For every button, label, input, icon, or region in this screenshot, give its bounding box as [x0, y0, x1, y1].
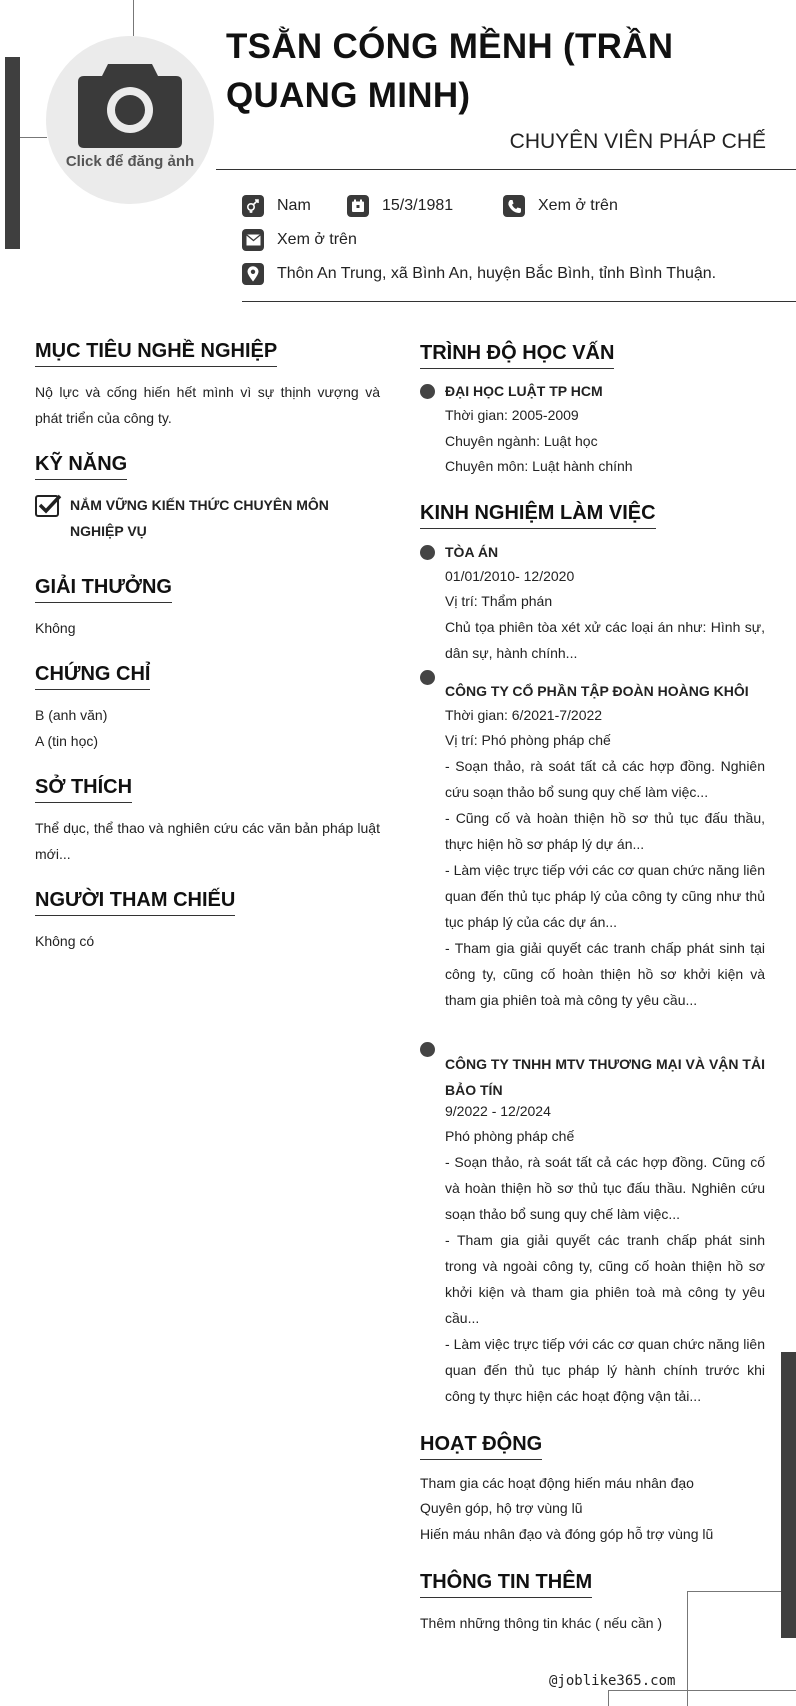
frame-line [133, 0, 134, 36]
email-value: Xem ở trên [277, 231, 357, 248]
address-value: Thôn An Trung, xã Bình An, huyện Bắc Bình, tỉnh Bình Thuận. [277, 265, 717, 282]
experience-company: TÒA ÁN [445, 544, 499, 560]
experience-position: Vị trí: Phó phòng pháp chế [445, 732, 611, 748]
experience-company: CÔNG TY TNHH MTV THƯƠNG MẠI VÀ VẬN TẢI BẢO TÍN [445, 1056, 765, 1098]
experience-company: CÔNG TY CỔ PHẦN TẬP ĐOÀN HOÀNG KHÔI [445, 683, 749, 699]
email-row [242, 229, 357, 251]
experience-position: Vị trí: Thẩm phán [445, 593, 553, 609]
experience-heading: KINH NGHIỆM LÀM VIỆC [420, 502, 656, 529]
experience-detail: - Tham gia giải quyết các tranh chấp phát sinh tại công ty, cũng cố hoàn thiện hồ sơ khởi kiện và tham gia phiên toà mà công ty yêu cầu... [445, 940, 765, 1008]
gender-row [242, 195, 311, 217]
gender-icon [242, 195, 264, 217]
job-title: CHUYÊN VIÊN PHÁP CHẾ [509, 130, 766, 153]
email-icon [242, 229, 264, 251]
education-period: Thời gian: 2005-2009 [445, 407, 579, 423]
phone-value: Xem ở trên [538, 197, 618, 214]
activity-item: Hiến máu nhân đạo và đóng góp hỗ trợ vùng lũ [420, 1526, 714, 1542]
education-heading: TRÌNH ĐỘ HỌC VẤN [420, 342, 614, 369]
avatar-placeholder-text: Click để đăng ảnh [65, 153, 195, 170]
experience-position: Phó phòng pháp chế [445, 1128, 575, 1144]
education-specialty: Chuyên môn: Luật hành chính [445, 458, 633, 474]
candidate-name: TSẰN CÓNG MỀNH (TRẦN QUANG MINH) [226, 27, 674, 115]
experience-period: Thời gian: 6/2021-7/2022 [445, 707, 603, 723]
camera-icon [78, 58, 182, 148]
phone-icon [503, 195, 525, 217]
activity-item: Tham gia các hoạt động hiến máu nhân đạo [420, 1475, 694, 1491]
hobbies-text: Thể dục, thể thao và nghiên cứu các văn bản pháp luật mới... [35, 820, 380, 862]
calendar-icon [347, 195, 369, 217]
timeline-dot [420, 1042, 435, 1057]
checkbox-icon [35, 493, 62, 523]
left-accent-bar [5, 57, 20, 249]
experience-period: 9/2022 - 12/2024 [445, 1103, 551, 1119]
references-text: Không có [35, 933, 95, 949]
frame-line [608, 1690, 796, 1691]
birthdate-row [347, 195, 453, 217]
awards-text: Không [35, 620, 76, 636]
location-pin-icon [242, 263, 264, 285]
frame-line [687, 1591, 781, 1592]
certificate-item: A (tin học) [35, 733, 99, 749]
skill-item: NẮM VỮNG KIẾN THỨC CHUYÊN MÔN NGHIỆP VỤ [70, 497, 329, 539]
birthdate-value: 15/3/1981 [382, 197, 454, 214]
frame-line [687, 1591, 688, 1706]
phone-row [503, 195, 618, 217]
gender-value: Nam [277, 197, 311, 214]
timeline-dot [420, 384, 435, 399]
certificate-item: B (anh văn) [35, 707, 108, 723]
awards-heading: GIẢI THƯỞNG [35, 576, 172, 603]
education-major: Chuyên ngành: Luật học [445, 433, 598, 449]
hobbies-heading: SỞ THÍCH [35, 776, 132, 803]
experience-detail: - Soạn thảo, rà soát tất cả các hợp đồng. Cũng cố và hoàn thiện hồ sơ thủ tục đấu thầu. Nghiên cứu soạn thảo bổ sung quy chế làm việc... [445, 1154, 765, 1222]
right-accent-bar [781, 1352, 796, 1638]
experience-detail: - Làm việc trực tiếp với các cơ quan chức năng liên quan đến thủ tục pháp lý hành chính trước khi công ty thực hiện các hoạt động vận tải... [445, 1336, 765, 1404]
extra-text: Thêm những thông tin khác ( nếu cần ) [420, 1615, 663, 1631]
experience-detail: Chủ tọa phiên tòa xét xử các loại án như: Hình sự, dân sự, hành chính... [445, 619, 765, 661]
avatar-upload[interactable] [46, 36, 214, 204]
timeline-dot [420, 670, 435, 685]
experience-period: 01/01/2010- 12/2020 [445, 568, 575, 584]
activity-item: Quyên góp, hộ trợ vùng lũ [420, 1500, 583, 1516]
certificates-heading: CHỨNG CHỈ [35, 663, 150, 690]
header-divider [216, 169, 796, 170]
references-heading: NGƯỜI THAM CHIẾU [35, 889, 235, 916]
objective-heading: MỤC TIÊU NGHỀ NGHIỆP [35, 340, 277, 367]
objective-text: Nộ lực và cống hiến hết mình vì sự thịnh vượng và phát triển của công ty. [35, 384, 380, 426]
frame-line [608, 1690, 609, 1706]
timeline-dot [420, 545, 435, 560]
address-row [242, 263, 716, 285]
extra-heading: THÔNG TIN THÊM [420, 1571, 592, 1598]
contact-divider [242, 301, 796, 302]
skills-heading: KỸ NĂNG [35, 453, 127, 480]
activities-heading: HOẠT ĐỘNG [420, 1433, 542, 1460]
experience-detail: - Cũng cố và hoàn thiện hồ sơ thủ tục đấu thầu, thực hiện hồ sơ pháp lý dự án... [445, 810, 765, 852]
experience-detail: - Làm việc trực tiếp với các cơ quan chức năng liên quan đến thủ tục pháp lý của công ty cũng như thủ tục pháp lý của các dự án... [445, 862, 765, 930]
experience-detail: - Soạn thảo, rà soát tất cả các hợp đồng. Nghiên cứu soạn thảo bổ sung quy chế làm việc... [445, 758, 765, 800]
frame-line [20, 137, 47, 138]
experience-detail: - Tham gia giải quyết các tranh chấp phát sinh trong và ngoài công ty, cũng cố hoàn thiện hồ sơ khởi kiện và tham gia phiên toà mà công ty yêu cầu... [445, 1232, 765, 1326]
education-school: ĐẠI HỌC LUẬT TP HCM [445, 383, 603, 399]
watermark: @joblike365.com [549, 1673, 676, 1689]
